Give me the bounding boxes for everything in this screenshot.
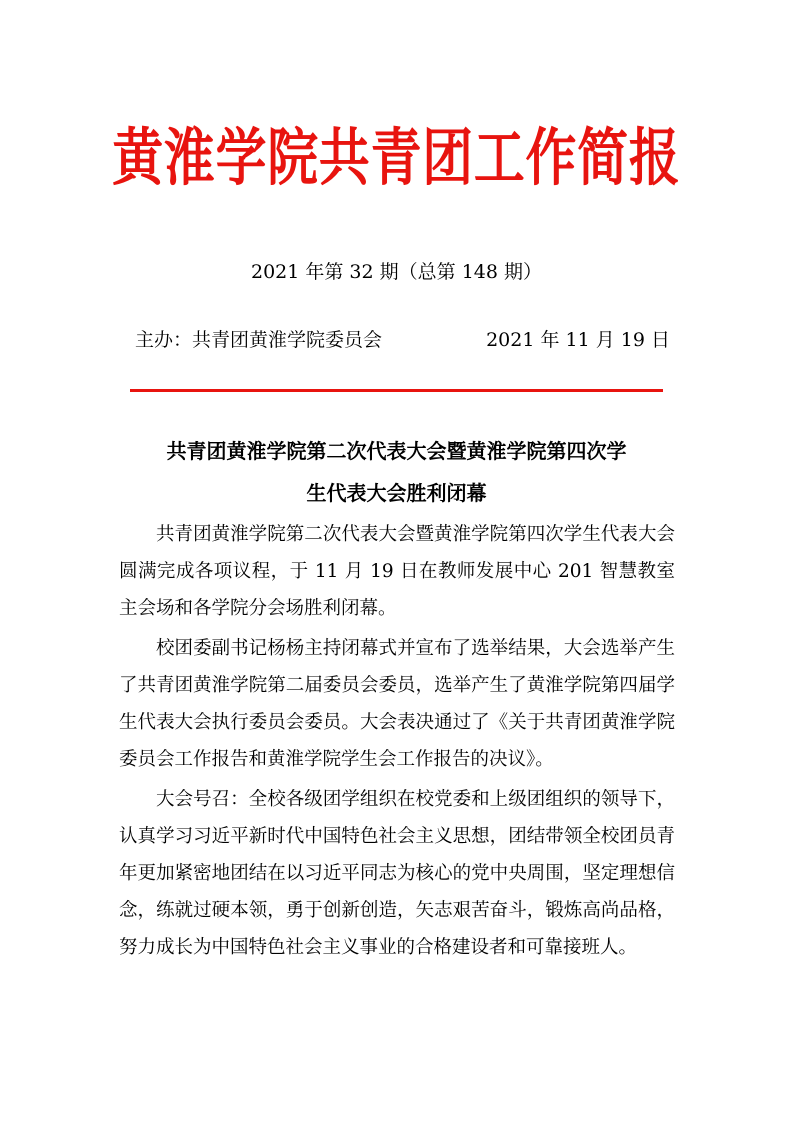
sponsor-organization: 主办：共青团黄淮学院委员会: [135, 329, 383, 351]
issue-date: 2021 年 11 月 19 日: [486, 329, 670, 351]
headline-line-2: 生代表大会胜利闭幕: [306, 481, 487, 505]
paragraph-closing-announcement: 共青团黄淮学院第二次代表大会暨黄淮学院第四次学生代表大会圆满完成各项议程，于 11 月 19 日在教师发展中心 201 智慧教室主会场和各学院分会场胜利闭幕。: [119, 524, 675, 619]
issue-number: 2021 年第 32 期（总第 148 期）: [251, 261, 542, 283]
article-headline: [130, 430, 663, 514]
paragraph-election-results: 校团委副书记杨杨主持闭幕式并宣布了选举结果，大会选举产生了共青团黄淮学院第二届委员会委员，选举产生了黄淮学院第四届学生代表大会执行委员会委员。大会表决通过了《关于共青团黄淮学院委员会工作报告和黄淮学院学生会工作报告的决议》。: [119, 638, 675, 770]
bulletin-masthead: 黄淮学院共青团工作简报: [112, 121, 681, 194]
sponsor-line: [135, 326, 670, 354]
header-divider: [130, 389, 663, 392]
article-body: [119, 516, 675, 969]
paragraph-congress-call: 大会号召：全校各级团学组织在校党委和上级团组织的领导下，认真学习习近平新时代中国特色社会主义思想，团结带领全校团员青年更加紧密地团结在以习近平同志为核心的党中央周围，坚定理想信念，练就过硬本领，勇于创新创造，矢志艰苦奋斗，锻炼高尚品格，努力成长为中国特色社会主义事业的合格建设者和可靠接班人。: [119, 789, 675, 958]
headline-line-1: 共青团黄淮学院第二次代表大会暨黄淮学院第四次学: [166, 439, 627, 463]
